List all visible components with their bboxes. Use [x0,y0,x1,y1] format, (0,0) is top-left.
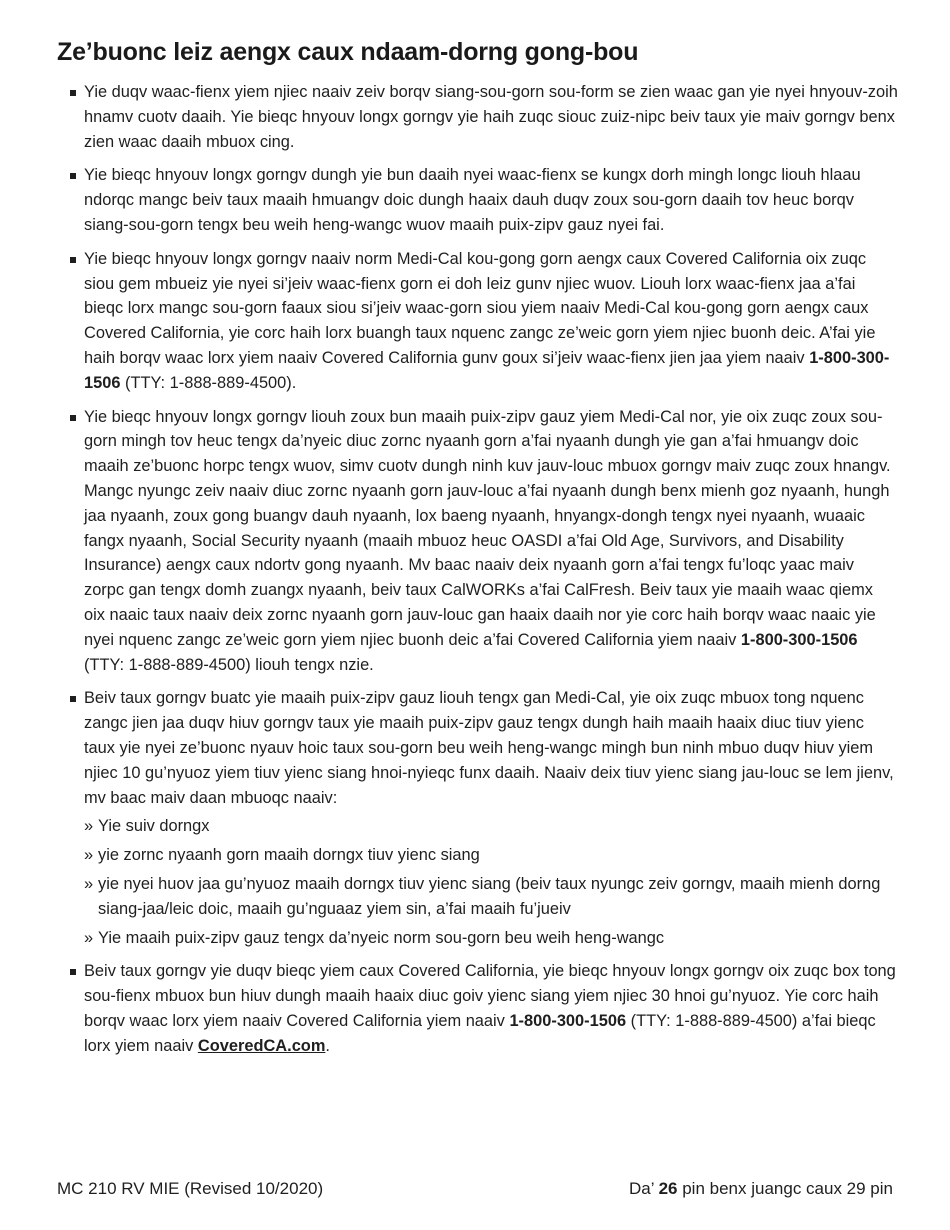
statement-text: Yie duqv waac-fienx yiem njiec naaiv zeiv borqv siang-sou-gorn sou-form se zien waac gan yie nyei hnyouv-zoih hnamv cuotv daaih. Yie bieqc hnyouv longx gorngv yie haih zuqc siouc zuiz-nipc beiv taux yie maiv gorngv benx zien waac daaih mbuox cing. [84,83,903,151]
form-id: MC 210 RV MIE (Revised 10/2020) [57,1179,324,1198]
statement-item [70,686,898,950]
page-prefix: Da’ [628,1179,659,1198]
change-item: » yie nyei huov jaa gu’nyuoz maaih dorngx tiuv yienc siang (beiv taux nyungc zeiv gorngv, maaih mienh dorng siang-jaa/leic doic, maaih gu’nguaaz yiem sin, a’fai maaih fu’jueiv [84,872,898,922]
statement-item [70,247,898,396]
page-current: 26 [658,1179,678,1198]
statement-text: Yie bieqc hnyouv longx gorngv naaiv norm Medi-Cal kou-gong gorn aengx caux Covered California oix zuqc siou gem mbueiz yie nyei si’jeiv waac-fienx gorn ei doh leiz gunv njiec wuov. Liouh lorx waac-fienx jaa a’fai bieqc lorx mangc sou-gorn faaux siou si’jeiv waac-gorn siou yiem naaiv Medi-Cal kou-gong gorn aengx caux Covered California, yie corc haih lorx buangh taux nquenc zangc ze’weic gorn yiem njiec buonh deic. A’fai yie haih borqv waac lorx yiem naaiv Covered California gunv goux si’jeiv waac-fienx jien jaa yiem naaiv [84,249,881,367]
statement-text: Beiv taux gorngv yie duqv bieqc yiem caux Covered California, yie bieqc hnyouv longx gorngv oix zuqc box tong sou-fienx mbuox bun hiuv dungh maaih haaix diuc goiv yienc siang yiem njiec 30 hnoi gu’nyuoz. Yie corc haih borqv waac lorx yiem naaiv Covered California yiem naaiv [84,962,901,1030]
statement-text: (TTY: 1-888-889-4500). [120,373,297,392]
statement-item [70,163,898,237]
statement-item [70,959,901,1058]
website-link[interactable]: CoveredCA.com [197,1036,326,1055]
statement-text: (TTY: 1-888-889-4500) a’fai bieqc lorx yiem naaiv [84,1011,881,1055]
statement-text: Beiv taux gorngv buatc yie maaih puix-zipv gauz liouh tengx gan Medi-Cal, yie oix zuqc mbuox tong nquenc zangc jien jaa duqv hiuv gorngv taux yie maaih puix-zipv gauz tengx dungh haih maaih haaix diuc tiuv yienc taux yie nyei ze’buonc nyauv hoic taux sou-gorn beu weih heng-wangc mingh bun ninh mbuo duqv hiuv yiem njiec 10 gu’nyuoz yiem tiuv yienc siang hnoi-nyieqc funx daaih. Naaiv deix tiuv yienc siang jau-louc se lem jienv, mv baac maiv daan mbuoqc naaiv: [84,689,899,807]
statement-text: . [325,1036,330,1055]
statement-text: Yie bieqc hnyouv longx gorngv liouh zoux bun maaih puix-zipv gauz yiem Medi-Cal nor, yie oix zuqc zoux sou-gorn mingh tov heuc tengx da’nyeic diuc zornc nyaanh gorn a’fai nyaanh dungh yie gan a’fai hmuangv doic maaih ze’buonc horpc tengx wuov, simv cuotv dungh ninh kuv jauv-louc mbuox gorngv maiv zuqc zoux hnangv. Mangc nyungc zeiv naaiv diuc zornc nyaanh gorn jauv-louc a’fai nyaanh dungh benx mienh goz nyaanh, hungh jaa nyaanh, zoux gong buangv dauh nyaanh, lox baeng nyaanh, hnyangx-dongh tengx nyei nyaanh, wuaaic fangx nyaanh, Social Security nyaanh (maaih mbuoz heuc OASDI a’fai Old Age, Survivors, and Disability Insurance) aengx caux ndortv gong nyaanh. Mv baac naaiv deix nyaanh gorn a’fai tengx fu’loqc yaac maiv zorpc gan tengx domh zuangx nyaanh, beiv taux CalWORKs a’fai CalFresh. Beiv taux yie maaih waac qiemx oix naaic taux naaiv deix zornc nyaanh gorn jauv-louc gan haaix daaih nor yie corc haih borqv waac naaic yie nyei nquenc zangc ze’weic gorn yiem njiec buonh deic a’fai Covered California yiem naaiv [84,407,896,649]
phone-number: 1-800-300-1506 [740,630,858,649]
phone-number: 1-800-300-1506 [509,1011,627,1030]
change-item: » yie zornc nyaanh gorn maaih dorngx tiuv yienc siang [84,843,898,868]
statement-text: Yie bieqc hnyouv longx gorngv dungh yie bun daaih nyei waac-fienx se kungx dorh mingh longc liouh hlaau ndorqc mangc beiv taux maaih hmuangv doic dungh haaix dauh duqv zoux sou-gorn daaih tov heuc borqv siang-sou-gorn tengx beu weih heng-wangc wuov maaih puix-zipv gauz nyei fai. [84,166,866,234]
statement-item [70,405,898,678]
change-list [84,814,898,950]
page-indicator [629,1179,893,1199]
statement-text: (TTY: 1-888-889-4500) liouh tengx nzie. [84,630,863,674]
page-suffix: pin benx juangc caux 29 pin [677,1179,893,1198]
statement-list [70,80,903,1067]
page-title: Ze’buonc leiz aengx caux ndaam-dorng gong-bou [57,38,639,66]
change-item: » Yie suiv dorngx [84,814,898,839]
phone-number: 1-800-300-1506 [84,348,890,392]
statement-item [70,80,903,154]
change-item: » Yie maaih puix-zipv gauz tengx da’nyeic norm sou-gorn beu weih heng-wangc [84,926,898,951]
